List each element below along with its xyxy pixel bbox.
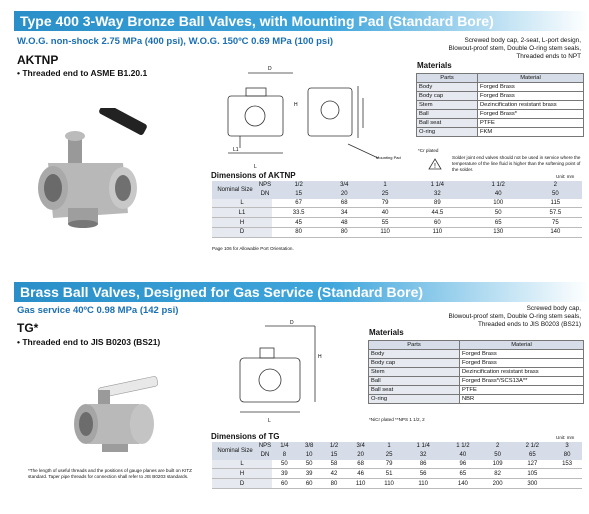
s1-product-photo xyxy=(28,108,148,228)
s2-dimensions-table: Nominal Size NPS 1/4 3/8 1/2 3/4 1 1 1/4 1 1/2 2 2 1/2 3 DN 8 10 15 20 25 32 40 50 65 80 L 50 50 58 68 79 86 96 109 127 153 H 39 39 42 46 51 56 65 82 105 D 60 60 80 110 110 110 140 200 300 xyxy=(212,442,582,489)
table-row: Body cap Forged Brass xyxy=(369,359,584,368)
table-row: L1 33.5 34 40 44.5 50 57.5 xyxy=(212,208,582,218)
section2-banner: Brass Ball Valves, Designed for Gas Service (Standard Bore) xyxy=(14,282,588,302)
table-row: Stem Dezincification resistant brass xyxy=(369,368,584,377)
s1-material-note: *Cr plated xyxy=(418,148,439,153)
s2-dim-d: D xyxy=(290,320,294,326)
s2-dimensions-title: Dimensions of TG xyxy=(211,432,280,441)
s1-dimensions-title: Dimensions of AKTNP xyxy=(211,171,296,180)
s1-description: Screwed body cap, 2-seat, L-port design, Blowout-proof stem, Double O-ring stem seals, Threaded ends to NPT xyxy=(448,37,581,60)
s1-dim-h: H xyxy=(294,102,298,108)
s2-side-note: *The length of useful threads and the positions of gauge planes are built on KITZ standard. Taper pipe threads for connection shall refer to JIS B0203 standards. xyxy=(28,468,192,479)
s1-dim-d: D xyxy=(268,66,272,72)
s1-materials-table: Parts Material Body Forged Brass Body cap Forged Brass Stem Dezincification resistant brass Ball Forged Brass* Ball seat PTFE O-ring FKM xyxy=(416,73,584,137)
section1-banner: Type 400 3-Way Bronze Ball Valves, with Mounting Pad (Standard Bore) xyxy=(14,11,588,31)
table-row: Stem Dezincification resistant brass xyxy=(417,101,584,110)
s2-materials-title: Materials xyxy=(369,328,404,337)
s2-model: TG* xyxy=(17,321,39,335)
table-row: O-ring NBR xyxy=(369,395,584,404)
s2-description: Screwed body cap, Blowout-proof stem, Double O-ring stem seals, Threaded ends to JIS B0203 (BS21) xyxy=(448,305,581,328)
s1-solder-warning: Solder joint end valves should not be used in service where the temperature of the line fluid is higher than the softening point of the solder. xyxy=(452,155,581,172)
s2-dim-h: H xyxy=(318,354,322,360)
table-row: Ball seat PTFE xyxy=(369,386,584,395)
s1-dim-l: L xyxy=(254,164,257,170)
s2-product-photo xyxy=(68,372,158,464)
s2-dim-l: L xyxy=(268,418,271,424)
s2-end-note: • Threaded end to JIS B0203 (BS21) xyxy=(17,337,161,347)
s2-technical-drawing xyxy=(230,318,340,426)
table-row: L 67 68 79 89 100 115 xyxy=(212,199,582,208)
table-row: Body Forged Brass xyxy=(369,350,584,359)
s1-end-note: • Threaded end to ASME B1.20.1 xyxy=(17,68,148,78)
warning-icon xyxy=(428,157,442,169)
table-row: D 60 60 80 110 110 110 140 200 300 xyxy=(212,479,582,489)
table-row: H 39 39 42 46 51 56 65 82 105 xyxy=(212,469,582,479)
table-row: H 45 48 55 60 65 75 xyxy=(212,218,582,228)
s1-mounting-pad-label: Mounting Pad xyxy=(376,155,401,160)
s2-materials-table: Parts Material Body Forged Brass Body cap Forged Brass Stem Dezincification resistant brass Ball Forged Brass*/SCS13A** Ball seat PTFE O-ring NBR xyxy=(368,340,584,404)
s1-unit: Unit: mm xyxy=(556,174,575,179)
svg-text:!: ! xyxy=(434,163,436,170)
s2-material-note: *NiCr plated **NPS 1 1/2, 2 xyxy=(369,417,425,422)
s1-technical-drawing xyxy=(208,58,418,178)
table-row: D 80 80 110 110 130 140 xyxy=(212,227,582,237)
table-row: Ball Forged Brass*/SCS13A** xyxy=(369,377,584,386)
s1-dim-l1: L1 xyxy=(233,147,239,153)
s1-footnote: Page 106 for Allowable Port Orientation. xyxy=(212,246,294,251)
table-row: L 50 50 58 68 79 86 96 109 127 153 xyxy=(212,460,582,469)
table-row: Body cap Forged Brass xyxy=(417,92,584,101)
table-row: Ball seat PTFE xyxy=(417,119,584,128)
s2-unit: Unit: mm xyxy=(556,435,575,440)
table-row: Body Forged Brass xyxy=(417,83,584,92)
s1-materials-title: Materials xyxy=(417,61,452,70)
s1-pressure-rating: W.O.G. non-shock 2.75 MPa (400 psi), W.O.G. 150ºC 0.69 MPa (100 psi) xyxy=(17,36,334,47)
table-row: Ball Forged Brass* xyxy=(417,110,584,119)
s2-pressure-rating: Gas service 40ºC 0.98 MPa (142 psi) xyxy=(17,305,179,316)
s1-model: AKTNP xyxy=(17,53,59,67)
table-row: O-ring FKM xyxy=(417,128,584,137)
s1-dimensions-table: Nominal Size NPS 1/2 3/4 1 1 1/4 1 1/2 2 DN 15 20 25 32 40 50 L 67 68 79 89 100 115 L1 33.5 34 40 44.5 50 57.5 H 45 48 55 60 65 75 D 80 80 110 110 130 140 xyxy=(212,181,582,238)
